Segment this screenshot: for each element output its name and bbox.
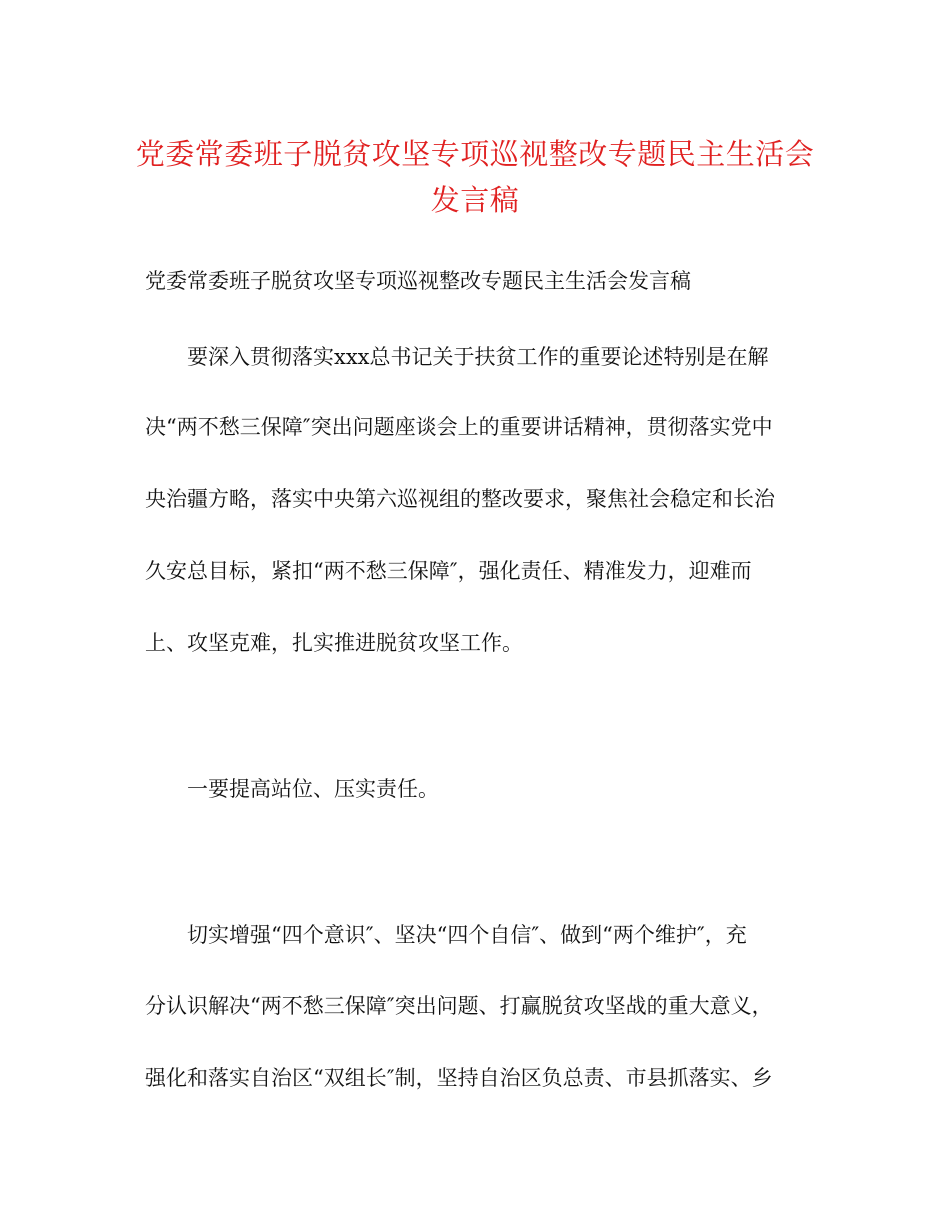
- paragraph-2-line-3: 强化和落实自治区“双组长″制，坚持自治区负总责、市县抓落实、乡: [145, 1066, 773, 1090]
- document-subtitle: 党委常委班子脱贫攻坚专项巡视整改专题民主生活会发言稿: [145, 269, 691, 293]
- section-heading-1: 一要提高站位、压实责任。: [187, 777, 439, 801]
- paragraph-2-line-1: 切实增强“四个意识″、坚决“四个自信″、做到“两个维护″，充: [187, 923, 747, 947]
- paragraph-1-line-5: 上、攻坚克难，扎实推进脱贫攻坚工作。: [145, 631, 523, 655]
- paragraph-1-line-1: 要深入贯彻落实xxx总书记关于扶贫工作的重要论述特别是在解: [187, 345, 769, 369]
- paragraph-1-line-2: 决“两不愁三保障″突出问题座谈会上的重要讲话精神，贯彻落实党中: [145, 415, 773, 439]
- document-title-line-2: 发言稿: [430, 183, 520, 217]
- document-title-line-1: 党委常委班子脱贫攻坚专项巡视整改专题民主生活会: [135, 137, 815, 171]
- paragraph-1-line-3: 央治疆方略，落实中央第六巡视组的整改要求，聚焦社会稳定和长治: [145, 487, 775, 511]
- paragraph-2-line-2: 分认识解决“两不愁三保障″突出问题、打赢脱贫攻坚战的重大意义，: [145, 994, 773, 1018]
- paragraph-1-line-4: 久安总目标，紧扣“两不愁三保障″，强化责任、精准发力，迎难而: [145, 559, 752, 583]
